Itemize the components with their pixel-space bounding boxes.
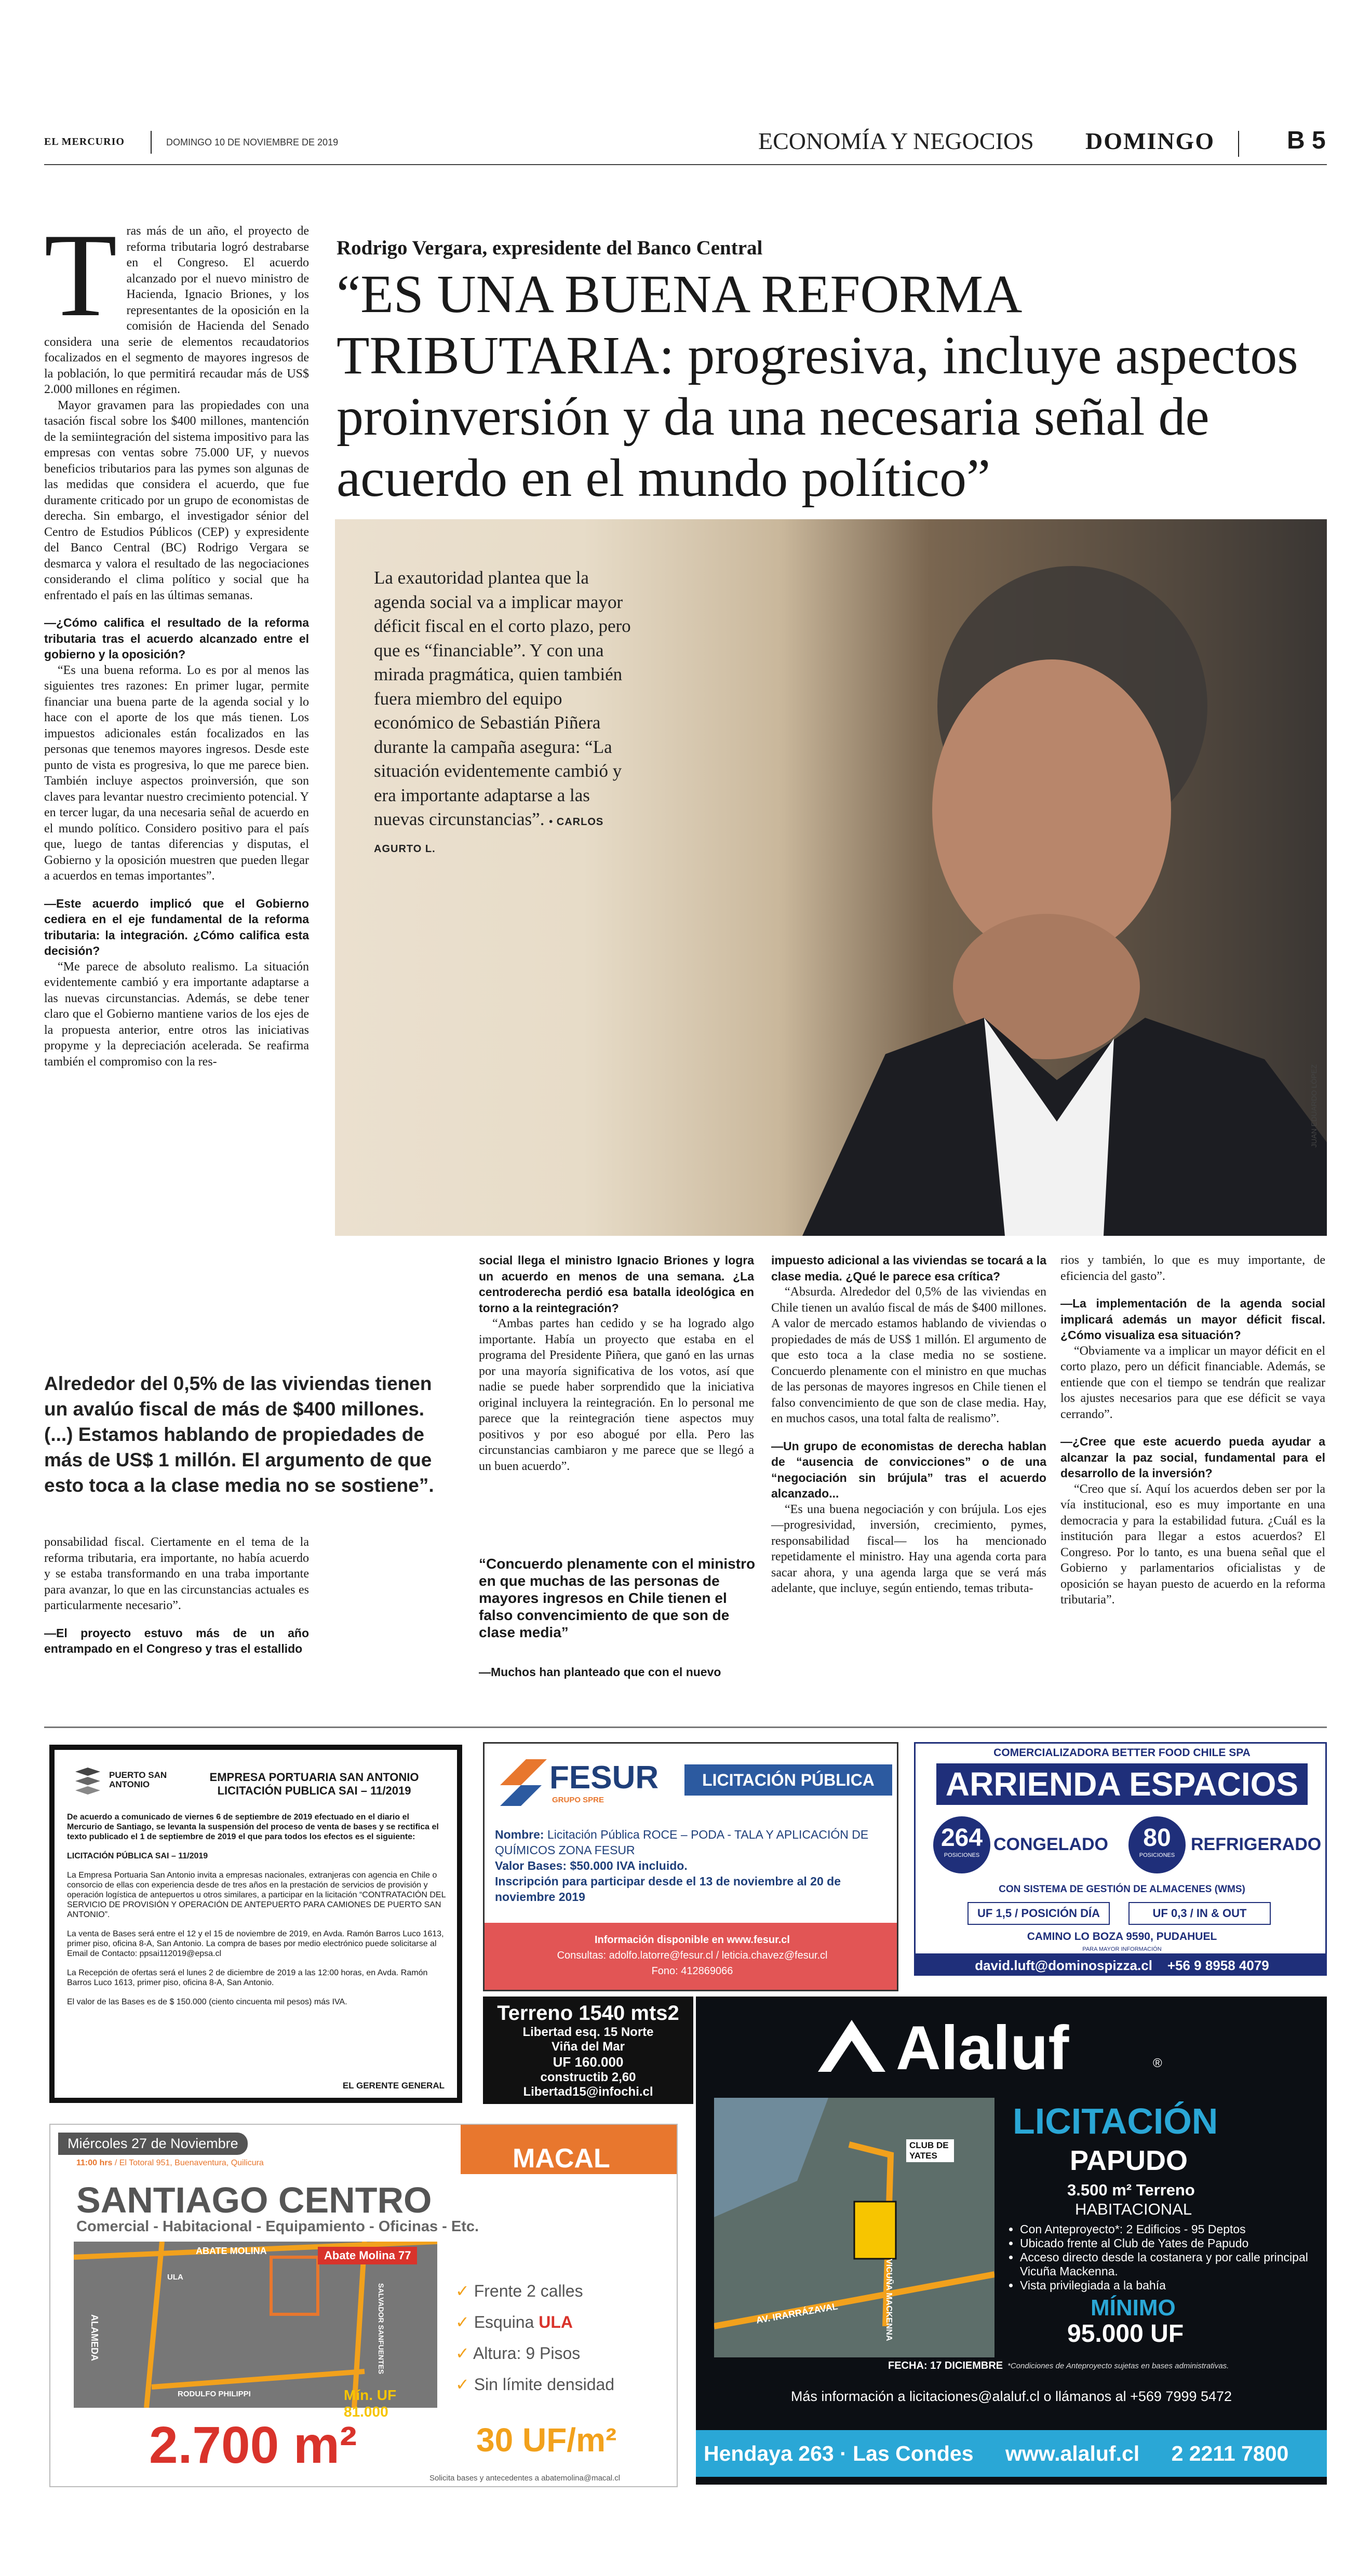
article-column-2-end	[479, 1664, 754, 1680]
macal-feature	[455, 2338, 614, 2369]
macal-brand: MACAL	[513, 2143, 610, 2174]
better-price-2: UF 0,3 / IN & OUT	[1128, 1902, 1271, 1925]
alaluf-brand: Alaluf	[896, 2013, 1069, 2083]
port-ad-paragraph: De acuerdo a comunicado de viernes 6 de septiembre de 2019 efectuado en el diario el Mercurio de Santiago, se levanta la suspensión del proceso de venta de bases y se rectifica el texto publicado el 1 de septiembre de 2019 el que para todos los efectos es el siguiente:	[67, 1813, 439, 1841]
interview-answer: “Creo que sí. Aquí los acuerdos deben ser por la vía institucional, eso es muy importante en una democracia y para la estabilidad futura. ¿Cuál es la institución para llegar a estos acuerdos? El Congreso. Por lo tanto, es una buena señal que el Gobierno y parlamentarios oficialistas y de oposición se hayan puesto de acuerdo en la reforma tributaria”.	[1060, 1482, 1325, 1607]
check-icon: ✓	[455, 2313, 469, 2331]
alaluf-map-street-1: VICUÑA MACKENNA	[884, 2259, 893, 2341]
interview-answer: ponsabilidad fiscal. Ciertamente en el tema de la reforma tributaria, era importante, no había acuerdo y se estaba transformando en una traba importante para avanzar, lo que en las circunstancias actuales es particularmente necesario”.	[44, 1535, 309, 1612]
macal-map-street-2: ALAMEDA	[89, 2314, 100, 2361]
fesur-tag: LICITACIÓN PÚBLICA	[684, 1764, 892, 1796]
port-ad-paragraph: El valor de las Bases es de $ 150.000 (ciento cincuenta mil pesos) más IVA.	[67, 1998, 347, 2006]
ad-macal	[49, 2124, 678, 2487]
masthead-divider	[151, 131, 152, 154]
alaluf-address: Hendaya 263 · Las Condes	[704, 2442, 974, 2465]
alaluf-reg: ®	[1153, 2056, 1162, 2070]
article-column-2	[479, 1252, 754, 1474]
port-logo-text: PUERTO SAN ANTONIO	[109, 1770, 167, 1789]
alaluf-min-value: 95.000 UF	[1067, 2320, 1184, 2348]
fesur-footer	[485, 1923, 898, 1991]
alaluf-logo-icon	[813, 2017, 891, 2074]
better-n1: 264	[940, 1824, 983, 1852]
macal-price: 30 UF/m²	[476, 2421, 617, 2459]
terreno-line-6[interactable]: Libertad15@infochi.cl	[523, 2085, 653, 2099]
fesur-brand-sub: GRUPO SPRE	[552, 1796, 604, 1804]
article-paragraph: ras más de un año, el proyecto de reforma tributaria logró destrabarse en el Congreso. El acuerdo alcanzado por el nuevo ministro de Hacienda, Ignacio Briones, y los representantes de la oposición en la comisión de Hacienda del Senado considera una serie de elementos recaudatorios focalizados en el segmento de mayores ingresos de la población, lo que permitirá recaudar más de US$ 2.000 millones en régimen.	[44, 224, 309, 396]
macal-map-ula: ULA	[167, 2273, 183, 2282]
port-logo-icon	[73, 1765, 102, 1799]
photo-credit: • CARLOS AGURTO L.	[374, 816, 604, 855]
macal-map-street-3: SALVADOR SANFUENTES	[377, 2283, 385, 2375]
better-wms: CON SISTEMA DE GESTIÓN DE ALMACENES (WMS)	[999, 1884, 1245, 1895]
macal-min: Mín. UF 81.000	[344, 2387, 397, 2420]
interview-question: —Muchos han planteado que con el nuevo	[479, 1665, 721, 1679]
better-stat-1	[933, 1816, 990, 1873]
alaluf-bullet: • Vista privilegiada a la bahía	[1020, 2278, 1311, 2292]
fesur-info: Información disponible en www.fesur.cl	[595, 1934, 790, 1946]
alaluf-place: PAPUDO	[1070, 2145, 1188, 2176]
interview-question: —Un grupo de economistas de derecha hablan de “ausencia de convicciones” o de una “negociación sin brújula” tras el acuerdo alcanzado...	[771, 1439, 1046, 1500]
macal-map-street-4: RODULFO PHILIPPI	[178, 2390, 251, 2398]
better-phone[interactable]: +56 9 8958 4079	[1167, 1958, 1269, 1973]
macal-area: 2.700 m²	[149, 2416, 357, 2474]
alaluf-footer	[696, 2430, 1327, 2477]
newspaper-name: EL MERCURIO	[44, 136, 125, 147]
section-title: ECONOMÍA Y NEGOCIOS	[758, 128, 1034, 154]
better-company: COMERCIALIZADORA BETTER FOOD CHILE SPA	[993, 1747, 1251, 1759]
interview-answer: “Es una buena negociación y con brújula. Los ejes —progresividad, inversión, crecimiento, pymes, responsabilidad fiscal— los ha mencionado repetidamente el ministro. Hay una agenda corta para sacar ahora, y una agenda larga que se verá más adelante, que incluye, según entiendo, temas tributa-	[771, 1502, 1046, 1595]
alaluf-area: 3.500 m² Terreno	[1067, 2181, 1195, 2199]
alaluf-note: *Condiciones de Anteproyecto sujetas en bases administrativas.	[1007, 2362, 1229, 2370]
alaluf-map-street-2: AV. IRARRÁZAVAL	[755, 2301, 839, 2326]
terreno-line-1: Terreno 1540 mts2	[497, 2002, 679, 2025]
interview-question: —La implementación de la agenda social implicará además un mayor déficit fiscal. ¿Cómo visualiza esa situación?	[1060, 1297, 1325, 1342]
macal-title: SANTIAGO CENTRO	[76, 2180, 432, 2220]
better-n2-label: POSICIONES	[1139, 1852, 1175, 1858]
better-email[interactable]: david.luft@dominospizza.cl	[975, 1958, 1152, 1973]
article-column-1-cont	[44, 1534, 309, 1657]
interview-answer: “Ambas partes han cedido y se ha logrado algo importante. Había un proyecto que estaba en el programa del Presidente Piñera, que ganó en las urnas por una mayoría significativa de los votos, así que nadie se puede haber sorprendido que la iniciativa original incluyera la reintegración. En lo personal me parece que la reintegración tiene aspectos muy positivos y por eso abogué por ella. Pero las circunstancias cambiaron y me parece que se llegó a un buen acuerdo”.	[479, 1317, 754, 1473]
alaluf-use: HABITACIONAL	[1075, 2200, 1192, 2218]
terreno-line-3: Viña del Mar	[552, 2040, 625, 2054]
alaluf-web[interactable]: www.alaluf.cl	[1005, 2442, 1140, 2465]
alaluf-bullet: • Ubicado frente al Club de Yates de Papudo	[1020, 2236, 1311, 2250]
check-icon: ✓	[455, 2375, 469, 2394]
macal-feature-text: Sin límite densidad	[474, 2375, 615, 2394]
fesur-name-label: Nombre:	[495, 1828, 544, 1841]
better-address: CAMINO LO BOZA 9590, PUDAHUEL	[1027, 1931, 1217, 1943]
masthead-divider	[1238, 131, 1239, 157]
interview-answer: “Absurda. Alrededor del 0,5% de las viviendas en Chile tienen un avalúo fiscal de más de $400 millones. A valor de mercado estamos hablando de viviendas o propiedades de más de US$ 1 millón. El argumento de que esto toca a la clase media no se sostiene. Concuerdo plenamente con el ministro en que muchas de las personas de mayores ingresos en Chile tienen el falso convencimiento de que son de clase media. Hay, en muchos casos, una total falta de realismo”.	[771, 1285, 1046, 1425]
interview-question: social llega el ministro Ignacio Briones y logra un acuerdo en menos de una semana. ¿La centroderecha perdió esa batalla ideológica en torno a la reintegración?	[479, 1253, 754, 1315]
alaluf-fecha: FECHA: 17 DICIEMBRE	[888, 2360, 1003, 2371]
port-ad-paragraph: La venta de Bases será entre el 12 y el 15 de noviembre de 2019, en Avda. Ramón Barros Luco 1613, primer piso, oficina 8-A, San Antonio. La compra de bases por medio electrónico puede solicitarse al Email de Contacto: ppsai112019@epsa.cl	[67, 1930, 444, 1958]
macal-time: 11:00 hrs	[76, 2159, 113, 2167]
macal-subtitle: Comercial - Habitacional - Equipamiento - Oficinas - Etc.	[76, 2218, 479, 2235]
macal-footer[interactable]: Solicita bases y antecedentes a abatemolina@macal.cl	[429, 2474, 621, 2483]
pull-quote: Alrededor del 0,5% de las viviendas tienen un avalúo fiscal de más de $400 millones. (...) Estamos hablando de propiedades de más de US$ 1 millón. El argumento de que esto toca a la clase media no se sostiene”.	[44, 1373, 434, 1496]
photo-caption	[374, 566, 644, 861]
macal-feature-text: Altura: 9 Pisos	[473, 2344, 581, 2363]
article-kicker: Rodrigo Vergara, expresidente del Banco Central	[337, 237, 763, 259]
interview-answer: rios y también, lo que es muy importante, de eficiencia del gasto”.	[1060, 1253, 1325, 1283]
ads-divider	[44, 1727, 1327, 1728]
macal-map	[74, 2242, 437, 2420]
better-l1: CONGELADO	[993, 1835, 1108, 1854]
ad-fesur	[483, 1742, 898, 1991]
fesur-fono: Fono: 412869066	[651, 1965, 733, 1977]
fesur-logo-icon	[495, 1754, 552, 1811]
port-ad-title: EMPRESA PORTUARIA SAN ANTONIO LICITACIÓN PUBLICA SAI – 11/2019	[209, 1771, 419, 1797]
macal-feature	[455, 2307, 614, 2338]
ad-alaluf	[696, 1997, 1327, 2485]
interview-question: —Este acuerdo implicó que el Gobierno cediera en el eje fundamental de la reforma tributaria: la integración. ¿Cómo califica esta decisión?	[44, 896, 309, 957]
interview-question: —¿Cree que este acuerdo pueda ayudar a alcanzar la paz social, fundamental para el desarrollo de la inversión?	[1060, 1435, 1325, 1480]
header-rule	[44, 164, 1327, 165]
terreno-line-4: UF 160.000	[553, 2054, 624, 2070]
fesur-valor: Valor Bases: $50.000 IVA incluido.	[495, 1859, 688, 1872]
check-icon: ✓	[455, 2282, 469, 2300]
macal-feature-text: Esquina	[474, 2313, 534, 2331]
macal-time-line	[76, 2159, 264, 2168]
alaluf-bullets	[1007, 2222, 1311, 2292]
macal-features	[455, 2275, 614, 2400]
check-icon: ✓	[455, 2344, 469, 2363]
fesur-inscripcion: Inscripción para participar desde el 13 de noviembre al 20 de noviembre 2019	[495, 1874, 841, 1904]
section-day: DOMINGO	[1085, 128, 1215, 154]
macal-ula: ULA	[539, 2313, 573, 2331]
better-stat-2	[1128, 1816, 1186, 1873]
better-l2: REFRIGERADO	[1191, 1835, 1322, 1854]
macal-feature	[455, 2275, 614, 2307]
photo-credit-vertical: JUAN EDUARDO LÓPEZ	[1310, 1064, 1318, 1148]
better-headline: ARRIENDA ESPACIOS	[936, 1763, 1308, 1805]
better-price-1: UF 1,5 / POSICIÓN DÍA	[967, 1902, 1110, 1925]
port-ad-signature: EL GERENTE GENERAL	[342, 2081, 445, 2091]
ad-puerto-san-antonio	[49, 1745, 462, 2103]
interview-answer: “Obviamente va a implicar un mayor déficit en el corto plazo, pero un déficit financiable. Además, se entiende que con el tiempo se tendrán que realizar los ajustes necesarios para que ese déficit se vaya cerrando”.	[1060, 1344, 1325, 1421]
interview-answer: “Me parece de absoluto realismo. La situación evidentemente cambió y era importante adaptarse a las nuevas circunstancias. Además, se debe tener claro que el Gobierno mantiene varios de los ejes de la propuesta anterior, entre otros las iniciativas propyme y la depreciación acelerada. Se reafirma también el compromiso con la res-	[44, 960, 309, 1069]
drop-cap: T	[44, 209, 117, 341]
alaluf-contact[interactable]: Más información a licitaciones@alaluf.cl o llámanos al +569 7999 5472	[790, 2389, 1232, 2404]
better-n2: 80	[1143, 1824, 1171, 1852]
mid-quote: “Concuerdo plenamente con el ministro en que muchas de las personas de mayores ingresos en Chile tienen el falso convencimiento de que son de clase media”	[479, 1556, 756, 1640]
article-paragraph: Mayor gravamen para las propiedades con una tasación fiscal sobre los $400 millones, mantención de la semiintegración del sistema impositivo para las empresas con ventas sobre 75.000 UF, y nuevos beneficios tributarios para las pymes son algunas de las medidas que considera el acuerdo, que fue duramente criticado por un grupo de economistas de derecha. Sin embargo, el investigador sénior del Centro de Estudios Públicos (CEP) y expresidente del Banco Central (BC) Rodrigo Vergara se desmarca y valora el resultado de las negociaciones considerando el clima político y social que ha enfrentado el país en las últimas semanas.	[44, 398, 309, 602]
fesur-brand: FESUR	[549, 1760, 659, 1796]
terreno-line-2: Libertad esq. 15 Norte	[522, 2025, 654, 2039]
macal-feature-text: Frente 2 calles	[474, 2282, 583, 2300]
alaluf-phone[interactable]: 2 2211 7800	[1171, 2442, 1289, 2465]
issue-date: DOMINGO 10 DE NOVIEMBRE DE 2019	[166, 137, 339, 147]
fesur-name: Licitación Pública ROCE – PODA - TALA Y APLICACIÓN DE QUÍMICOS ZONA FESUR	[495, 1828, 869, 1857]
interview-question: —El proyecto estuvo más de un año entrampado en el Congreso y tras el estallido	[44, 1626, 309, 1655]
macal-location: / El Totoral 951, Buenaventura, Quilicura	[114, 2159, 264, 2167]
fesur-details	[495, 1827, 890, 1905]
better-n1-label: POSICIONES	[944, 1852, 980, 1858]
ad-terreno	[483, 1997, 693, 2104]
interview-question: impuesto adicional a las viviendas se tocará a la clase media. ¿Qué le parece esa crítica?	[771, 1253, 1046, 1283]
article-column-3	[771, 1252, 1046, 1597]
ad-better-food	[914, 1742, 1327, 1976]
better-contact	[916, 1953, 1327, 1976]
alaluf-map-club: CLUB DE YATES	[906, 2139, 954, 2162]
article-column-1	[44, 209, 309, 1070]
better-more: PARA MAYOR INFORMACIÓN	[1082, 1946, 1162, 1952]
alaluf-title: LICITACIÓN	[1013, 2101, 1218, 2141]
macal-date: Miércoles 27 de Noviembre	[58, 2133, 248, 2155]
page-number: B 5	[1287, 127, 1326, 154]
alaluf-map	[714, 2098, 994, 2357]
port-ad-paragraph: La Recepción de ofertas será el lunes 2 de diciembre de 2019 a las 12:00 horas, en Avda. Ramón Barros Luco 1613, primer piso, oficina 8-A, San Antonio.	[67, 1968, 428, 1987]
terreno-line-5: constructib 2,60	[540, 2070, 636, 2084]
article-column-4	[1060, 1252, 1325, 1608]
article-headline: “ES UNA BUENA REFORMA TRIBUTARIA: progresiva, incluye aspectos proinversión y da una necesaria señal de acuerdo en el mundo político”	[337, 264, 1298, 508]
alaluf-bullet: • Con Anteproyecto*: 2 Edificios - 95 Deptos	[1020, 2222, 1311, 2236]
fesur-consultas[interactable]: Consultas: adolfo.latorre@fesur.cl / leticia.chavez@fesur.cl	[557, 1950, 828, 1961]
port-ad-body	[67, 1812, 446, 2016]
alaluf-bullet: • Acceso directo desde la costanera y por calle principal Vicuña Mackenna.	[1020, 2250, 1311, 2278]
macal-tag: Abate Molina 77	[318, 2247, 417, 2264]
interview-answer: “Es una buena reforma. Lo es por al menos las siguientes tres razones: En primer lugar, permite financiar una buena parte de la agenda social y lo hace con el aporte de los que más tienen. Los impuestos adicionales están focalizados en las personas que tenemos mayores ingresos. Desde este punto de vista es progresiva, lo que me parece bien. También incluye aspectos proinversión, que son claves para levantar nuestro crecimiento potencial. Y en tercer lugar, da una necesaria señal de acuerdo en el mundo político. Considero positivo para el país que, luego de tantas diferencias y disputas, el Gobierno y la oposición muestren que pueden llegar a acuerdos en temas importantes”.	[44, 663, 309, 883]
port-ad-paragraph: LICITACIÓN PÚBLICA SAI – 11/2019	[67, 1852, 208, 1860]
macal-feature	[455, 2369, 614, 2400]
alaluf-min-label: MÍNIMO	[1091, 2295, 1176, 2321]
port-ad-paragraph: La Empresa Portuaria San Antonio invita a empresas nacionales, extranjeras con agencia en Chile o consorcio de ellas con experiencia desde de tres años en la prestación de servicios de provisión y operación logística de antepuertos u otros similares, a participar en la licitación “CONTRATACIÓN DEL SERVICIO DE PROVISIÓN Y OPERACIÓN DE ANTEPUERTO PARA CAMIONES DE PUERTO SAN ANTONIO”.	[67, 1871, 446, 1919]
photo-caption-text: La exautoridad plantea que la agenda social va a implicar mayor déficit fiscal en el corto plazo, pero que es “financiable”. Y con una mirada pragmática, quien también fuera miembro del equipo económico de Sebastián Piñera durante la campaña asegura: “La situación evidentemente cambió y era importante adaptarse a las nuevas circunstancias”.	[374, 568, 631, 829]
macal-map-street-1: ABATE MOLINA	[196, 2246, 267, 2256]
interview-question: —¿Cómo califica el resultado de la reforma tributaria tras el acuerdo alcanzado entre el gobierno y la oposición?	[44, 616, 309, 661]
